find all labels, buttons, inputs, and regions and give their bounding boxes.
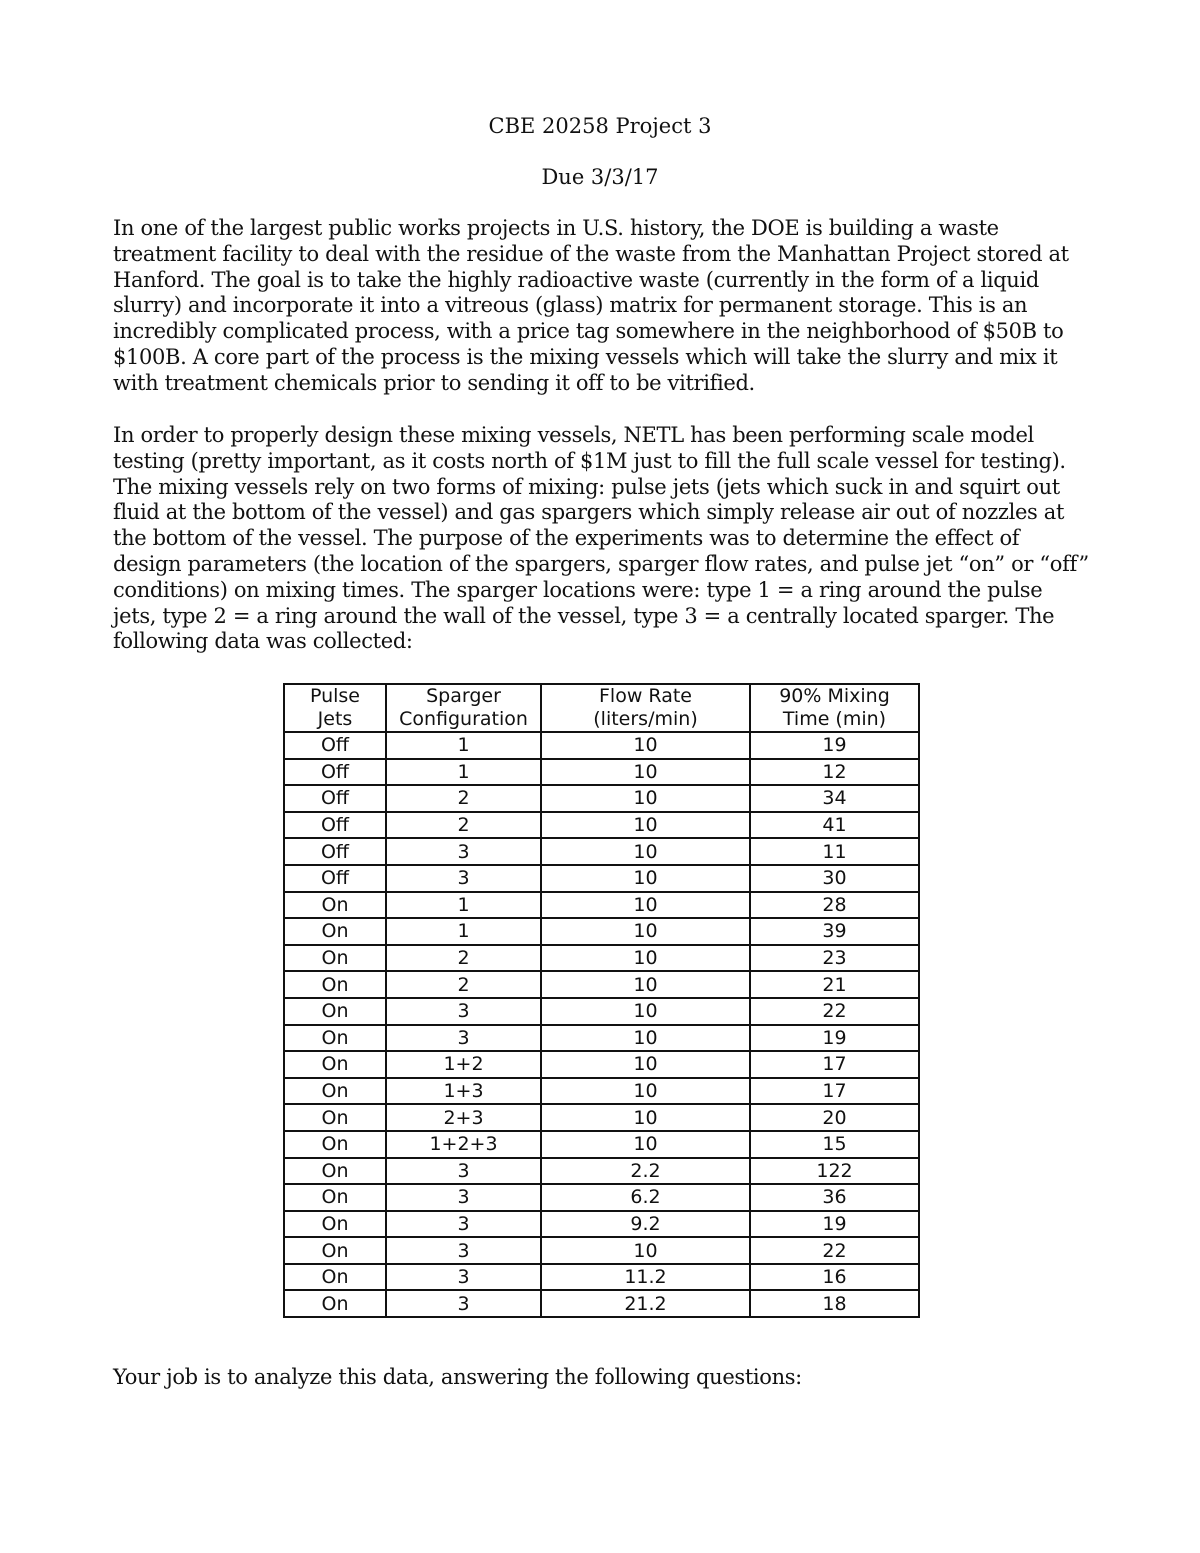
cell-pulse-jets: On <box>284 1264 386 1291</box>
experiment-paragraph <box>113 423 1103 655</box>
header-line: (liters/min) <box>593 708 698 730</box>
cell-sparger-configuration: 3 <box>386 1211 541 1238</box>
cell-mixing-time: 17 <box>750 1051 919 1078</box>
table-row <box>284 1051 919 1078</box>
cell-mixing-time: 122 <box>750 1158 919 1185</box>
cell-sparger-configuration: 3 <box>386 1264 541 1291</box>
cell-sparger-configuration: 1 <box>386 732 541 759</box>
cell-mixing-time: 28 <box>750 892 919 919</box>
cell-flow-rate: 21.2 <box>541 1290 750 1317</box>
cell-mixing-time: 22 <box>750 998 919 1025</box>
table-row <box>284 1264 919 1291</box>
text-line: testing (pretty important, as it costs north of $1M just to fill the full scale vessel for testing). <box>113 448 1066 473</box>
header-line: Configuration <box>399 708 528 730</box>
cell-flow-rate: 10 <box>541 998 750 1025</box>
cell-flow-rate: 10 <box>541 732 750 759</box>
table-row <box>284 838 919 865</box>
text-line: with treatment chemicals prior to sending it off to be vitrified. <box>113 370 755 395</box>
cell-flow-rate: 10 <box>541 785 750 812</box>
cell-sparger-configuration: 1 <box>386 892 541 919</box>
cell-sparger-configuration: 3 <box>386 1237 541 1264</box>
table-row <box>284 971 919 998</box>
cell-pulse-jets: On <box>284 1025 386 1052</box>
cell-sparger-configuration: 3 <box>386 865 541 892</box>
cell-sparger-configuration: 3 <box>386 1184 541 1211</box>
cell-flow-rate: 10 <box>541 865 750 892</box>
header-sparger-configuration <box>386 684 541 732</box>
header-line: 90% Mixing <box>779 685 890 707</box>
text-line: In order to properly design these mixing vessels, NETL has been performing scale model <box>113 423 1034 447</box>
cell-sparger-configuration: 3 <box>386 838 541 865</box>
cell-flow-rate: 10 <box>541 1078 750 1105</box>
cell-pulse-jets: On <box>284 1237 386 1264</box>
cell-pulse-jets: Off <box>284 759 386 786</box>
header-flow-rate <box>541 684 750 732</box>
text-line: Hanford. The goal is to take the highly radioactive waste (currently in the form of a liquid <box>113 267 1039 292</box>
cell-sparger-configuration: 3 <box>386 1290 541 1317</box>
cell-flow-rate: 10 <box>541 759 750 786</box>
cell-flow-rate: 10 <box>541 1237 750 1264</box>
table-header-row <box>284 684 919 732</box>
table-row <box>284 1211 919 1238</box>
cell-flow-rate: 10 <box>541 838 750 865</box>
intro-paragraph <box>113 216 1103 397</box>
cell-pulse-jets: On <box>284 1078 386 1105</box>
cell-pulse-jets: On <box>284 971 386 998</box>
cell-sparger-configuration: 2 <box>386 785 541 812</box>
cell-mixing-time: 41 <box>750 812 919 839</box>
header-line: Jets <box>317 708 353 730</box>
cell-sparger-configuration: 1+2 <box>386 1051 541 1078</box>
table-row <box>284 812 919 839</box>
cell-flow-rate: 10 <box>541 945 750 972</box>
cell-sparger-configuration: 2+3 <box>386 1104 541 1131</box>
cell-sparger-configuration: 3 <box>386 1158 541 1185</box>
cell-sparger-configuration: 1 <box>386 759 541 786</box>
cell-mixing-time: 20 <box>750 1104 919 1131</box>
text-line: the bottom of the vessel. The purpose of the experiments was to determine the effect of <box>113 526 1020 551</box>
text-line: The mixing vessels rely on two forms of mixing: pulse jets (jets which suck in and squirt out <box>113 474 1060 499</box>
text-line: $100B. A core part of the process is the mixing vessels which will take the slurry and mix it <box>113 344 1058 369</box>
header-pulse-jets <box>284 684 386 732</box>
cell-mixing-time: 21 <box>750 971 919 998</box>
cell-mixing-time: 30 <box>750 865 919 892</box>
cell-sparger-configuration: 2 <box>386 945 541 972</box>
cell-mixing-time: 39 <box>750 918 919 945</box>
text-line: In one of the largest public works projects in U.S. history, the DOE is building a waste <box>113 216 999 240</box>
text-line: treatment facility to deal with the residue of the waste from the Manhattan Project stored at <box>113 241 1069 266</box>
cell-pulse-jets: Off <box>284 838 386 865</box>
cell-flow-rate: 9.2 <box>541 1211 750 1238</box>
text-line: conditions) on mixing times. The sparger locations were: type 1 = a ring around the pulse <box>113 577 1043 602</box>
cell-pulse-jets: On <box>284 1131 386 1158</box>
header-line: Time (min) <box>782 708 887 730</box>
table-row <box>284 892 919 919</box>
table-body <box>284 732 919 1317</box>
cell-pulse-jets: On <box>284 892 386 919</box>
cell-flow-rate: 2.2 <box>541 1158 750 1185</box>
table-row <box>284 785 919 812</box>
text-line: following data was collected: <box>113 629 413 654</box>
cell-sparger-configuration: 1+2+3 <box>386 1131 541 1158</box>
cell-pulse-jets: On <box>284 918 386 945</box>
table-row <box>284 1104 919 1131</box>
cell-sparger-configuration: 1 <box>386 918 541 945</box>
cell-flow-rate: 10 <box>541 812 750 839</box>
text-line: design parameters (the location of the spargers, sparger flow rates, and pulse jet “on” or “off” <box>113 551 1089 576</box>
cell-sparger-configuration: 2 <box>386 812 541 839</box>
cell-flow-rate: 10 <box>541 971 750 998</box>
text-line: fluid at the bottom of the vessel) and gas spargers which simply release air out of nozzles at <box>113 500 1065 525</box>
table-row <box>284 998 919 1025</box>
cell-sparger-configuration: 1+3 <box>386 1078 541 1105</box>
header-line: Flow Rate <box>599 685 692 707</box>
cell-mixing-time: 23 <box>750 945 919 972</box>
table-row <box>284 759 919 786</box>
header-mixing-time <box>750 684 919 732</box>
cell-mixing-time: 16 <box>750 1264 919 1291</box>
table-row <box>284 1158 919 1185</box>
cell-mixing-time: 18 <box>750 1290 919 1317</box>
cell-flow-rate: 10 <box>541 1104 750 1131</box>
cell-pulse-jets: On <box>284 945 386 972</box>
cell-flow-rate: 10 <box>541 892 750 919</box>
table-row <box>284 732 919 759</box>
cell-sparger-configuration: 3 <box>386 1025 541 1052</box>
cell-pulse-jets: On <box>284 1290 386 1317</box>
cell-mixing-time: 34 <box>750 785 919 812</box>
cell-pulse-jets: On <box>284 1158 386 1185</box>
cell-sparger-configuration: 3 <box>386 998 541 1025</box>
text-line: slurry) and incorporate it into a vitreous (glass) matrix for permanent storage. This is an <box>113 293 1028 318</box>
cell-mixing-time: 11 <box>750 838 919 865</box>
cell-mixing-time: 15 <box>750 1131 919 1158</box>
cell-pulse-jets: Off <box>284 865 386 892</box>
cell-sparger-configuration: 2 <box>386 971 541 998</box>
cell-pulse-jets: On <box>284 1184 386 1211</box>
text-line: jets, type 2 = a ring around the wall of the vessel, type 3 = a centrally located sparger. The <box>113 603 1055 628</box>
table-row <box>284 1237 919 1264</box>
cell-pulse-jets: On <box>284 1104 386 1131</box>
cell-mixing-time: 19 <box>750 1211 919 1238</box>
cell-pulse-jets: On <box>284 1051 386 1078</box>
cell-pulse-jets: Off <box>284 812 386 839</box>
table-row <box>284 1290 919 1317</box>
cell-mixing-time: 36 <box>750 1184 919 1211</box>
mixing-data-table <box>283 683 920 1318</box>
cell-pulse-jets: Off <box>284 785 386 812</box>
due-date: Due 3/3/17 <box>541 165 659 189</box>
table-row <box>284 1025 919 1052</box>
cell-flow-rate: 10 <box>541 1131 750 1158</box>
cell-mixing-time: 19 <box>750 732 919 759</box>
cell-flow-rate: 10 <box>541 918 750 945</box>
closing-paragraph: Your job is to analyze this data, answering the following questions: <box>113 1365 802 1389</box>
cell-flow-rate: 6.2 <box>541 1184 750 1211</box>
cell-mixing-time: 12 <box>750 759 919 786</box>
cell-pulse-jets: On <box>284 998 386 1025</box>
table-row <box>284 865 919 892</box>
table-row <box>284 918 919 945</box>
header-line: Sparger <box>426 685 501 707</box>
cell-pulse-jets: Off <box>284 732 386 759</box>
cell-mixing-time: 19 <box>750 1025 919 1052</box>
cell-mixing-time: 22 <box>750 1237 919 1264</box>
table-row <box>284 1131 919 1158</box>
document-title: CBE 20258 Project 3 <box>488 114 712 138</box>
cell-mixing-time: 17 <box>750 1078 919 1105</box>
table-row <box>284 945 919 972</box>
table-row <box>284 1078 919 1105</box>
cell-pulse-jets: On <box>284 1211 386 1238</box>
header-line: Pulse <box>309 685 361 707</box>
cell-flow-rate: 10 <box>541 1051 750 1078</box>
cell-flow-rate: 11.2 <box>541 1264 750 1291</box>
table-row <box>284 1184 919 1211</box>
text-line: incredibly complicated process, with a price tag somewhere in the neighborhood of $50B to <box>113 319 1064 344</box>
cell-flow-rate: 10 <box>541 1025 750 1052</box>
